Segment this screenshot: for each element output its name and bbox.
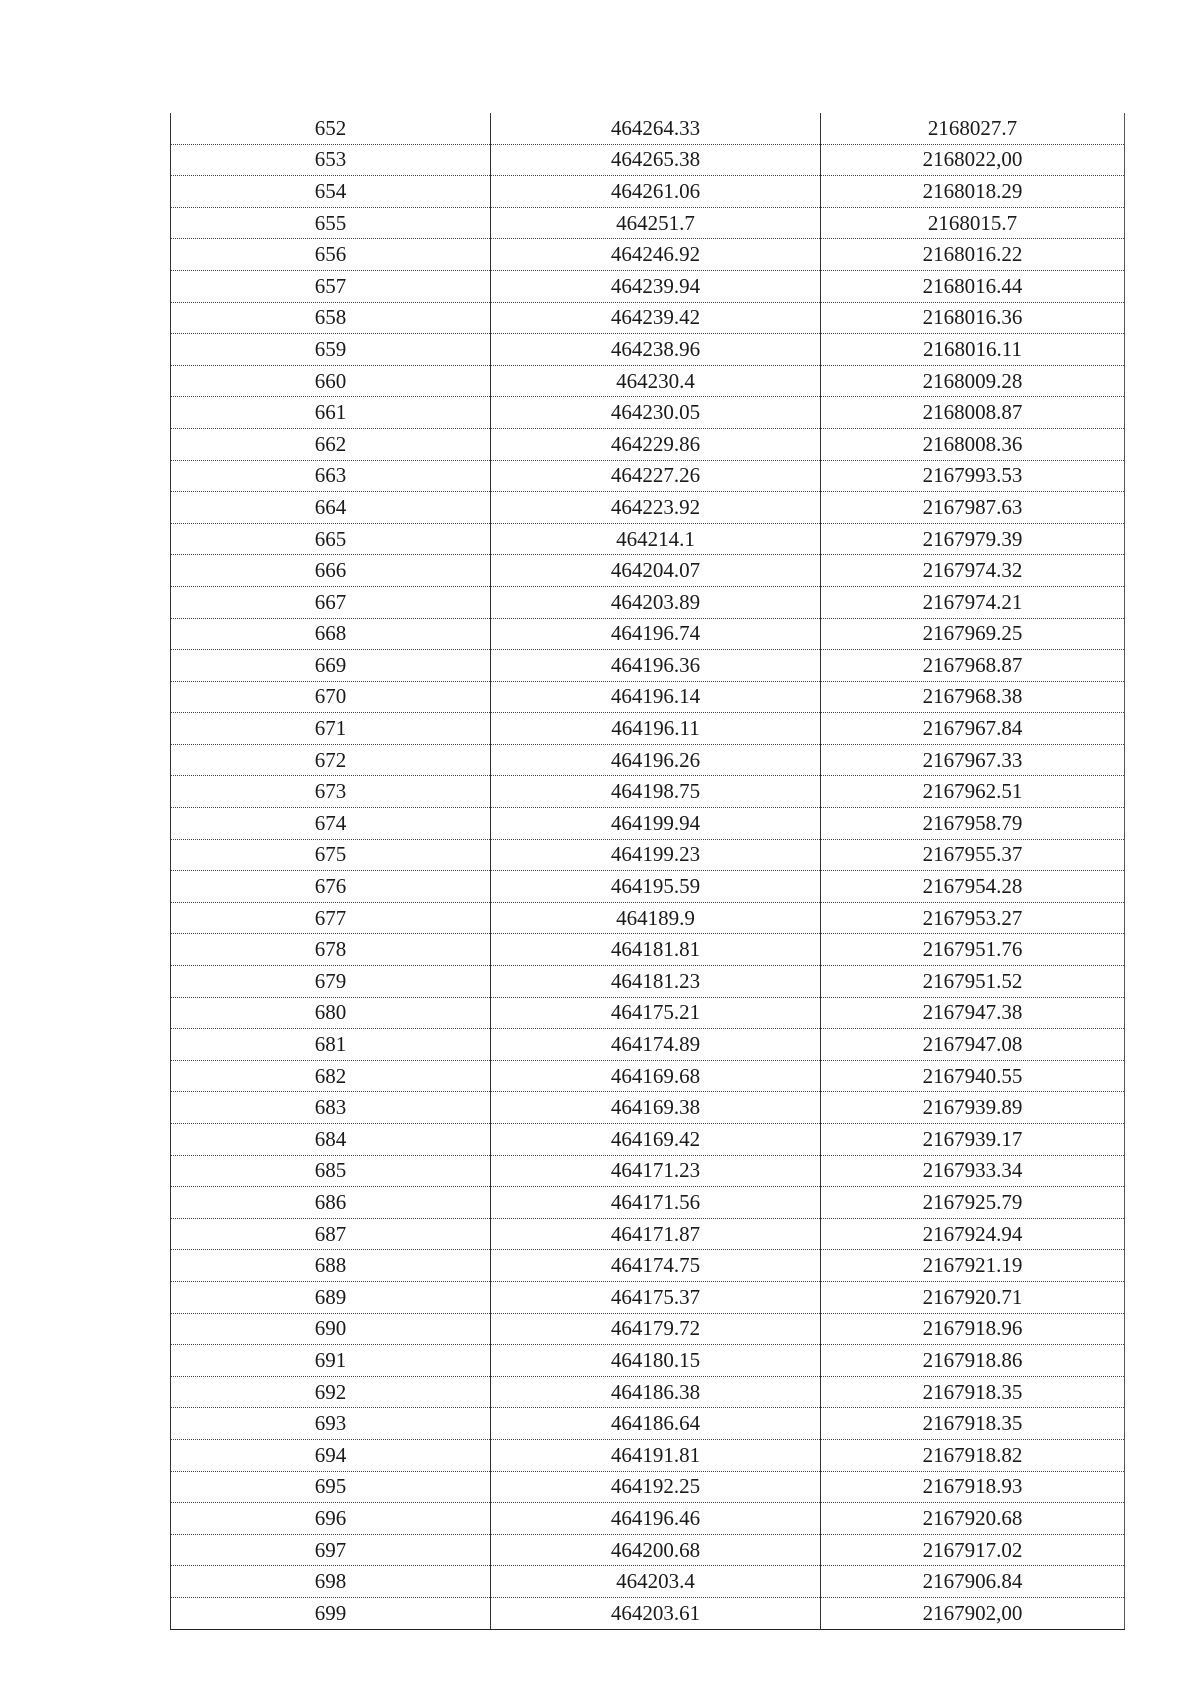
table-row bbox=[171, 1566, 1125, 1598]
x-coordinate-cell: 464169.42 bbox=[491, 1124, 821, 1156]
table-row bbox=[171, 555, 1125, 587]
point-number-cell: 679 bbox=[171, 966, 491, 998]
point-number-cell: 675 bbox=[171, 839, 491, 871]
y-coordinate-cell: 2167951.52 bbox=[821, 966, 1125, 998]
table-row bbox=[171, 1376, 1125, 1408]
point-number-cell: 664 bbox=[171, 492, 491, 524]
table-row bbox=[171, 776, 1125, 808]
y-coordinate-cell: 2167920.68 bbox=[821, 1503, 1125, 1535]
x-coordinate-cell: 464175.37 bbox=[491, 1281, 821, 1313]
table-row bbox=[171, 207, 1125, 239]
x-coordinate-cell: 464189.9 bbox=[491, 902, 821, 934]
point-number-cell: 662 bbox=[171, 428, 491, 460]
x-coordinate-cell: 464246.92 bbox=[491, 239, 821, 271]
point-number-cell: 660 bbox=[171, 365, 491, 397]
y-coordinate-cell: 2167979.39 bbox=[821, 523, 1125, 555]
x-coordinate-cell: 464261.06 bbox=[491, 176, 821, 208]
point-number-cell: 680 bbox=[171, 997, 491, 1029]
x-coordinate-cell: 464238.96 bbox=[491, 334, 821, 366]
point-number-cell: 661 bbox=[171, 397, 491, 429]
point-number-cell: 667 bbox=[171, 586, 491, 618]
point-number-cell: 669 bbox=[171, 650, 491, 682]
y-coordinate-cell: 2167954.28 bbox=[821, 871, 1125, 903]
table-row bbox=[171, 239, 1125, 271]
table-row bbox=[171, 428, 1125, 460]
x-coordinate-cell: 464181.81 bbox=[491, 934, 821, 966]
y-coordinate-cell: 2167953.27 bbox=[821, 902, 1125, 934]
x-coordinate-cell: 464196.36 bbox=[491, 650, 821, 682]
table-row bbox=[171, 1092, 1125, 1124]
x-coordinate-cell: 464203.61 bbox=[491, 1597, 821, 1629]
table-row bbox=[171, 997, 1125, 1029]
y-coordinate-cell: 2167968.87 bbox=[821, 650, 1125, 682]
point-number-cell: 689 bbox=[171, 1281, 491, 1313]
y-coordinate-cell: 2167902,00 bbox=[821, 1597, 1125, 1629]
x-coordinate-cell: 464179.72 bbox=[491, 1313, 821, 1345]
point-number-cell: 652 bbox=[171, 113, 491, 144]
y-coordinate-cell: 2167967.33 bbox=[821, 744, 1125, 776]
x-coordinate-cell: 464174.89 bbox=[491, 1029, 821, 1061]
y-coordinate-cell: 2167917.02 bbox=[821, 1534, 1125, 1566]
x-coordinate-cell: 464180.15 bbox=[491, 1345, 821, 1377]
y-coordinate-cell: 2167918.35 bbox=[821, 1408, 1125, 1440]
point-number-cell: 699 bbox=[171, 1597, 491, 1629]
point-number-cell: 666 bbox=[171, 555, 491, 587]
point-number-cell: 686 bbox=[171, 1187, 491, 1219]
y-coordinate-cell: 2167939.17 bbox=[821, 1124, 1125, 1156]
x-coordinate-cell: 464169.38 bbox=[491, 1092, 821, 1124]
y-coordinate-cell: 2168022,00 bbox=[821, 144, 1125, 176]
table-row bbox=[171, 523, 1125, 555]
table-row bbox=[171, 586, 1125, 618]
table-row bbox=[171, 113, 1125, 144]
y-coordinate-cell: 2167947.38 bbox=[821, 997, 1125, 1029]
table-row bbox=[171, 1503, 1125, 1535]
x-coordinate-cell: 464199.94 bbox=[491, 808, 821, 840]
x-coordinate-cell: 464196.26 bbox=[491, 744, 821, 776]
table-row bbox=[171, 1029, 1125, 1061]
x-coordinate-cell: 464239.94 bbox=[491, 270, 821, 302]
y-coordinate-cell: 2168027.7 bbox=[821, 113, 1125, 144]
table-row bbox=[171, 1534, 1125, 1566]
x-coordinate-cell: 464171.56 bbox=[491, 1187, 821, 1219]
y-coordinate-cell: 2167947.08 bbox=[821, 1029, 1125, 1061]
y-coordinate-cell: 2167906.84 bbox=[821, 1566, 1125, 1598]
y-coordinate-cell: 2167918.82 bbox=[821, 1439, 1125, 1471]
y-coordinate-cell: 2167993.53 bbox=[821, 460, 1125, 492]
y-coordinate-cell: 2167918.86 bbox=[821, 1345, 1125, 1377]
point-number-cell: 693 bbox=[171, 1408, 491, 1440]
x-coordinate-cell: 464198.75 bbox=[491, 776, 821, 808]
x-coordinate-cell: 464196.74 bbox=[491, 618, 821, 650]
table-row bbox=[171, 1060, 1125, 1092]
point-number-cell: 685 bbox=[171, 1155, 491, 1187]
coordinate-table-body bbox=[171, 113, 1125, 1629]
point-number-cell: 674 bbox=[171, 808, 491, 840]
y-coordinate-cell: 2167962.51 bbox=[821, 776, 1125, 808]
point-number-cell: 690 bbox=[171, 1313, 491, 1345]
y-coordinate-cell: 2168016.36 bbox=[821, 302, 1125, 334]
table-row bbox=[171, 871, 1125, 903]
x-coordinate-cell: 464174.75 bbox=[491, 1250, 821, 1282]
y-coordinate-cell: 2167951.76 bbox=[821, 934, 1125, 966]
point-number-cell: 683 bbox=[171, 1092, 491, 1124]
x-coordinate-cell: 464203.89 bbox=[491, 586, 821, 618]
y-coordinate-cell: 2167969.25 bbox=[821, 618, 1125, 650]
table-row bbox=[171, 934, 1125, 966]
point-number-cell: 663 bbox=[171, 460, 491, 492]
point-number-cell: 657 bbox=[171, 270, 491, 302]
y-coordinate-cell: 2167925.79 bbox=[821, 1187, 1125, 1219]
x-coordinate-cell: 464239.42 bbox=[491, 302, 821, 334]
y-coordinate-cell: 2168008.36 bbox=[821, 428, 1125, 460]
coordinate-table bbox=[170, 113, 1125, 1630]
table-row bbox=[171, 397, 1125, 429]
y-coordinate-cell: 2167921.19 bbox=[821, 1250, 1125, 1282]
point-number-cell: 671 bbox=[171, 713, 491, 745]
x-coordinate-cell: 464181.23 bbox=[491, 966, 821, 998]
y-coordinate-cell: 2167955.37 bbox=[821, 839, 1125, 871]
x-coordinate-cell: 464264.33 bbox=[491, 113, 821, 144]
point-number-cell: 670 bbox=[171, 681, 491, 713]
table-row bbox=[171, 713, 1125, 745]
point-number-cell: 665 bbox=[171, 523, 491, 555]
point-number-cell: 655 bbox=[171, 207, 491, 239]
x-coordinate-cell: 464229.86 bbox=[491, 428, 821, 460]
x-coordinate-cell: 464199.23 bbox=[491, 839, 821, 871]
point-number-cell: 681 bbox=[171, 1029, 491, 1061]
table-row bbox=[171, 1281, 1125, 1313]
table-row bbox=[171, 365, 1125, 397]
table-row bbox=[171, 1124, 1125, 1156]
table-row bbox=[171, 334, 1125, 366]
table-row bbox=[171, 1313, 1125, 1345]
point-number-cell: 676 bbox=[171, 871, 491, 903]
x-coordinate-cell: 464200.68 bbox=[491, 1534, 821, 1566]
x-coordinate-cell: 464195.59 bbox=[491, 871, 821, 903]
y-coordinate-cell: 2168016.44 bbox=[821, 270, 1125, 302]
table-row bbox=[171, 1408, 1125, 1440]
y-coordinate-cell: 2167920.71 bbox=[821, 1281, 1125, 1313]
point-number-cell: 696 bbox=[171, 1503, 491, 1535]
y-coordinate-cell: 2168018.29 bbox=[821, 176, 1125, 208]
y-coordinate-cell: 2168016.22 bbox=[821, 239, 1125, 271]
point-number-cell: 672 bbox=[171, 744, 491, 776]
table-row bbox=[171, 302, 1125, 334]
point-number-cell: 697 bbox=[171, 1534, 491, 1566]
x-coordinate-cell: 464230.4 bbox=[491, 365, 821, 397]
x-coordinate-cell: 464227.26 bbox=[491, 460, 821, 492]
table-row bbox=[171, 618, 1125, 650]
y-coordinate-cell: 2167918.96 bbox=[821, 1313, 1125, 1345]
x-coordinate-cell: 464204.07 bbox=[491, 555, 821, 587]
x-coordinate-cell: 464251.7 bbox=[491, 207, 821, 239]
table-row bbox=[171, 1439, 1125, 1471]
y-coordinate-cell: 2167924.94 bbox=[821, 1218, 1125, 1250]
table-row bbox=[171, 492, 1125, 524]
table-row bbox=[171, 1345, 1125, 1377]
y-coordinate-cell: 2168009.28 bbox=[821, 365, 1125, 397]
y-coordinate-cell: 2167918.93 bbox=[821, 1471, 1125, 1503]
point-number-cell: 698 bbox=[171, 1566, 491, 1598]
point-number-cell: 684 bbox=[171, 1124, 491, 1156]
table-row bbox=[171, 1471, 1125, 1503]
point-number-cell: 659 bbox=[171, 334, 491, 366]
table-row bbox=[171, 270, 1125, 302]
table-row bbox=[171, 1250, 1125, 1282]
table-row bbox=[171, 1597, 1125, 1629]
point-number-cell: 653 bbox=[171, 144, 491, 176]
x-coordinate-cell: 464196.11 bbox=[491, 713, 821, 745]
x-coordinate-cell: 464191.81 bbox=[491, 1439, 821, 1471]
point-number-cell: 688 bbox=[171, 1250, 491, 1282]
y-coordinate-cell: 2167974.21 bbox=[821, 586, 1125, 618]
table-row bbox=[171, 1155, 1125, 1187]
point-number-cell: 694 bbox=[171, 1439, 491, 1471]
table-row bbox=[171, 144, 1125, 176]
point-number-cell: 658 bbox=[171, 302, 491, 334]
x-coordinate-cell: 464171.87 bbox=[491, 1218, 821, 1250]
y-coordinate-cell: 2168008.87 bbox=[821, 397, 1125, 429]
x-coordinate-cell: 464186.38 bbox=[491, 1376, 821, 1408]
x-coordinate-cell: 464214.1 bbox=[491, 523, 821, 555]
point-number-cell: 695 bbox=[171, 1471, 491, 1503]
x-coordinate-cell: 464230.05 bbox=[491, 397, 821, 429]
point-number-cell: 682 bbox=[171, 1060, 491, 1092]
point-number-cell: 677 bbox=[171, 902, 491, 934]
x-coordinate-cell: 464223.92 bbox=[491, 492, 821, 524]
y-coordinate-cell: 2167940.55 bbox=[821, 1060, 1125, 1092]
point-number-cell: 678 bbox=[171, 934, 491, 966]
table-row bbox=[171, 839, 1125, 871]
y-coordinate-cell: 2168016.11 bbox=[821, 334, 1125, 366]
y-coordinate-cell: 2167918.35 bbox=[821, 1376, 1125, 1408]
table-row bbox=[171, 902, 1125, 934]
x-coordinate-cell: 464192.25 bbox=[491, 1471, 821, 1503]
point-number-cell: 673 bbox=[171, 776, 491, 808]
point-number-cell: 692 bbox=[171, 1376, 491, 1408]
y-coordinate-cell: 2167968.38 bbox=[821, 681, 1125, 713]
table-row bbox=[171, 650, 1125, 682]
point-number-cell: 691 bbox=[171, 1345, 491, 1377]
table-row bbox=[171, 966, 1125, 998]
y-coordinate-cell: 2167974.32 bbox=[821, 555, 1125, 587]
y-coordinate-cell: 2168015.7 bbox=[821, 207, 1125, 239]
x-coordinate-cell: 464175.21 bbox=[491, 997, 821, 1029]
x-coordinate-cell: 464196.46 bbox=[491, 1503, 821, 1535]
point-number-cell: 654 bbox=[171, 176, 491, 208]
table-row bbox=[171, 460, 1125, 492]
point-number-cell: 656 bbox=[171, 239, 491, 271]
point-number-cell: 687 bbox=[171, 1218, 491, 1250]
x-coordinate-cell: 464186.64 bbox=[491, 1408, 821, 1440]
table-row bbox=[171, 681, 1125, 713]
x-coordinate-cell: 464203.4 bbox=[491, 1566, 821, 1598]
y-coordinate-cell: 2167939.89 bbox=[821, 1092, 1125, 1124]
point-number-cell: 668 bbox=[171, 618, 491, 650]
y-coordinate-cell: 2167933.34 bbox=[821, 1155, 1125, 1187]
y-coordinate-cell: 2167987.63 bbox=[821, 492, 1125, 524]
y-coordinate-cell: 2167967.84 bbox=[821, 713, 1125, 745]
table-row bbox=[171, 176, 1125, 208]
x-coordinate-cell: 464196.14 bbox=[491, 681, 821, 713]
x-coordinate-cell: 464169.68 bbox=[491, 1060, 821, 1092]
table-row bbox=[171, 808, 1125, 840]
y-coordinate-cell: 2167958.79 bbox=[821, 808, 1125, 840]
table-row bbox=[171, 1218, 1125, 1250]
x-coordinate-cell: 464171.23 bbox=[491, 1155, 821, 1187]
table-row bbox=[171, 744, 1125, 776]
table-row bbox=[171, 1187, 1125, 1219]
x-coordinate-cell: 464265.38 bbox=[491, 144, 821, 176]
